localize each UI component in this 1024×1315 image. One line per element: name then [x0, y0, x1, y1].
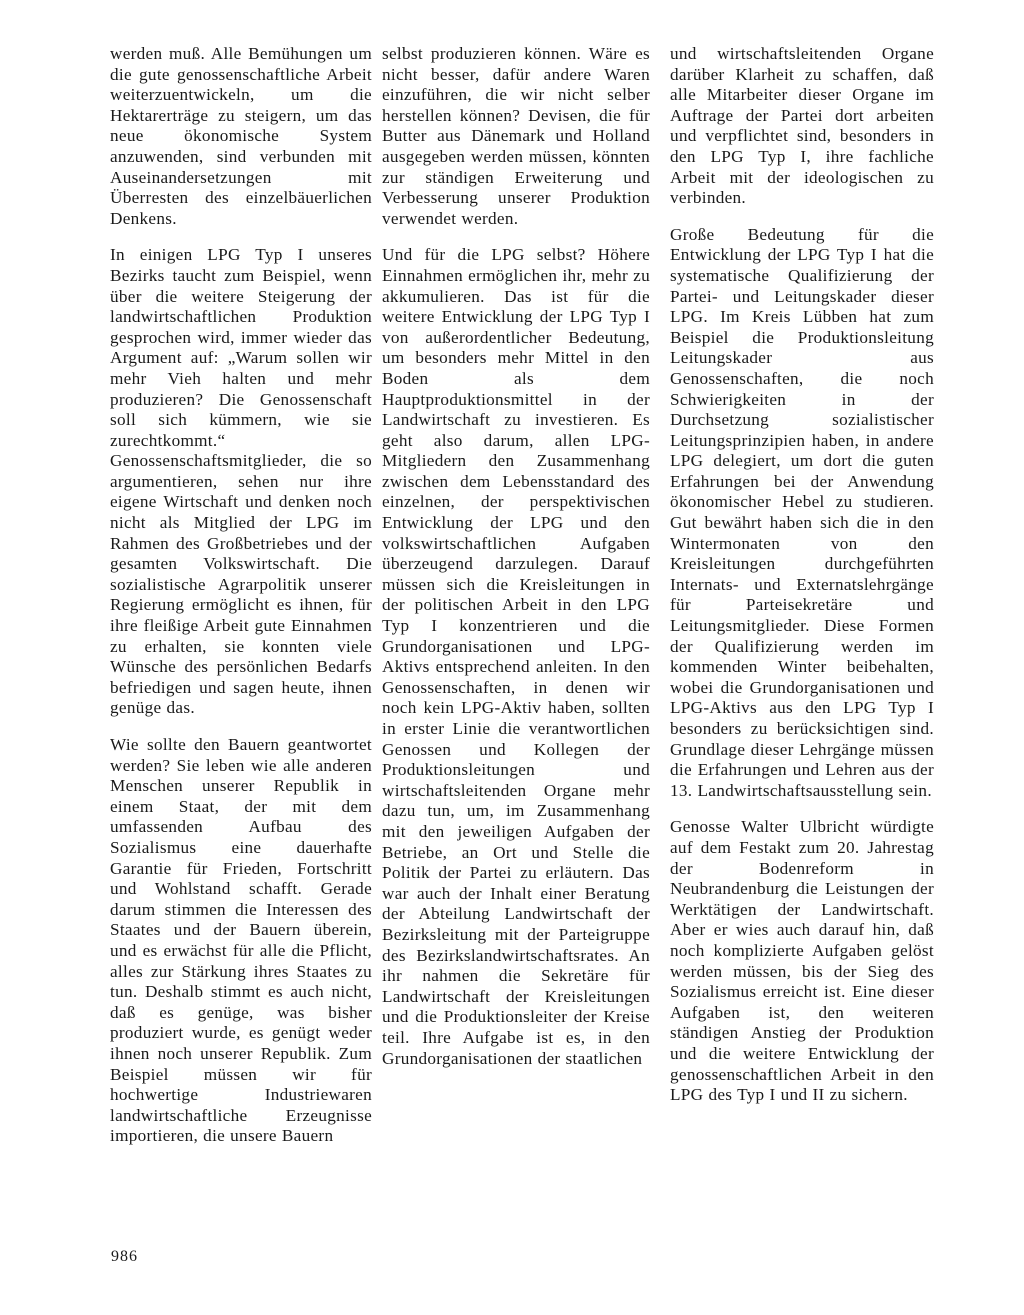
text-column-left [110, 44, 372, 1163]
paragraph: Und für die LPG selbst? Höhere Einnahmen ermöglichen ihr, mehr zu akkumulieren. Das ist für die weitere Entwicklung der LPG Typ I von außerordentlicher Bedeutung, um besonders mehr Mittel in den Boden als dem Hauptproduktionsmittel in der Landwirtschaft zu investieren. Es geht also darum, allen LPG-Mitgliedern den Zusammenhang zwischen dem Lebensstandard des einzelnen, der perspektivischen Entwicklung der LPG und den volkswirtschaftlichen Aufgaben überzeugend darzulegen. Darauf müssen sich die Kreisleitungen in der politischen Arbeit in den LPG Typ I konzentrieren und die Grundorganisationen und LPG-Aktivs entsprechend anleiten. In den Genossenschaften, in denen wir noch kein LPG-Aktiv haben, sollten in erster Linie die verantwortlichen Genossen und Kollegen der Produktionsleitungen und wirtschaftsleitenden Organe mehr dazu tun, um, im Zusammenhang mit den jeweiligen Aufgaben der Betriebe, an Ort und Stelle die Politik der Partei zu erläutern. Das war auch der Inhalt einer Beratung der Abteilung Landwirtschaft der Bezirksleitung mit der Parteigruppe des Bezirkslandwirtschaftsrates. An ihr nahmen die Sekretäre für Landwirtschaft der Kreisleitungen und die Produktionsleiter der Kreise teil. Ihre Aufgabe ist es, in den Grundorganisationen der staatlichen [382, 245, 650, 1068]
page-number: 986 [111, 1248, 138, 1265]
paragraph: Große Bedeutung für die Entwicklung der LPG Typ I hat die systematische Qualifizierung der Partei- und Leitungskader dieser LPG. Im Kreis Lübben hat zum Beispiel die Produktionsleitung Leitungskader aus Genossenschaften, die noch Schwierigkeiten in der Durchsetzung sozialistischer Leitungsprinzipien haben, in andere LPG delegiert, um dort die guten Erfahrungen bei der Anwendung ökonomischer Hebel zu studieren. Gut bewährt haben sich die in den Wintermonaten von den Kreisleitungen durchgeführten Internats- und Externatslehrgänge für Parteisekretäre und Leitungsmitglieder. Diese Formen der Qualifizierung werden im kommenden Winter beibehalten, wobei die Grundorganisationen und LPG-Aktivs aus den LPG Typ I besonders zu berücksichtigen sind. Grundlage dieser Lehrgänge müssen die Erfahrungen und Lehren aus der 13. Landwirtschaftsausstellung sein. [670, 224, 934, 800]
text-column-middle [382, 44, 650, 1085]
paragraph: In einigen LPG Typ I unseres Bezirks taucht zum Beispiel, wenn über die weitere Steigerung der landwirtschaftlichen Produktion gesprochen wird, immer wieder das Argument auf: „Warum sollen wir mehr Vieh halten und mehr produzieren? Die Genossenschaft soll sich kümmern, wie sie zurechtkommt.“ Genossenschaftsmitglieder, die so argumentieren, sehen nur ihre eigene Wirtschaft und denken noch nicht als Mitglied der LPG im Rahmen des Großbetriebes und der gesamten Volkswirtschaft. Die sozialistische Agrarpolitik unserer Regierung ermöglicht es ihnen, für ihre fleißige Arbeit gute Einnahmen zu erhalten, sie konnten viele Wünsche des persönlichen Bedarfs befriedigen und sagen heute, ihnen genüge das. [110, 245, 372, 718]
text-column-right [670, 44, 934, 1122]
paragraph: Wie sollte den Bauern geantwortet werden? Sie leben wie alle anderen Menschen unserer Republik in einem Staat, der mit dem umfassenden Aufbau des Sozialismus eine dauerhafte Garantie für Frieden, Fortschritt und Wohlstand schafft. Gerade darum stimmen die Interessen des Staates und der Bauern überein, und es erwächst für alle die Pflicht, alles zur Stärkung ihres Staates zu tun. Deshalb stimmt es auch nicht, daß es genüge, was bisher produziert wurde, es genügt weder ihnen noch unserer Republik. Zum Beispiel müssen wir für hochwertige Industriewaren landwirtschaftliche Erzeugnisse importieren, die unsere Bauern [110, 735, 372, 1146]
paragraph: selbst produzieren können. Wäre es nicht besser, dafür andere Waren einzuführen, die wir nicht selber herstellen können? Devisen, die für Butter aus Dänemark und Holland ausgegeben werden müssen, könnten zur ständigen Erweiterung und Verbesserung unserer Produktion verwendet werden. [382, 44, 650, 228]
paragraph: werden muß. Alle Bemühungen um die gute genossenschaftliche Arbeit weiterzuentwickeln, um die Hektarerträge zu steigern, um das neue ökonomische System anzuwenden, sind verbunden mit Auseinandersetzungen mit Überresten des einzelbäuerlichen Denkens. [110, 44, 372, 228]
paragraph: Genosse Walter Ulbricht würdigte auf dem Festakt zum 20. Jahrestag der Bodenreform in Neubrandenburg die Leistungen der Werktätigen der Landwirtschaft. Aber er wies auch darauf hin, daß noch komplizierte Aufgaben gelöst werden müssen, bis der Sieg des Sozialismus erreicht ist. Eine dieser Aufgaben ist, den weiteren ständigen Anstieg der Produktion und die weitere Entwicklung der genossenschaftlichen Arbeit in den LPG des Typ I und II zu sichern. [670, 817, 934, 1105]
paragraph: und wirtschaftsleitenden Organe darüber Klarheit zu schaffen, daß alle Mitarbeiter dieser Organe im Auftrage der Partei dort arbeiten und verpflichtet sind, besonders in den LPG Typ I, ihre fachliche Arbeit mit der ideologischen zu verbinden. [670, 44, 934, 208]
